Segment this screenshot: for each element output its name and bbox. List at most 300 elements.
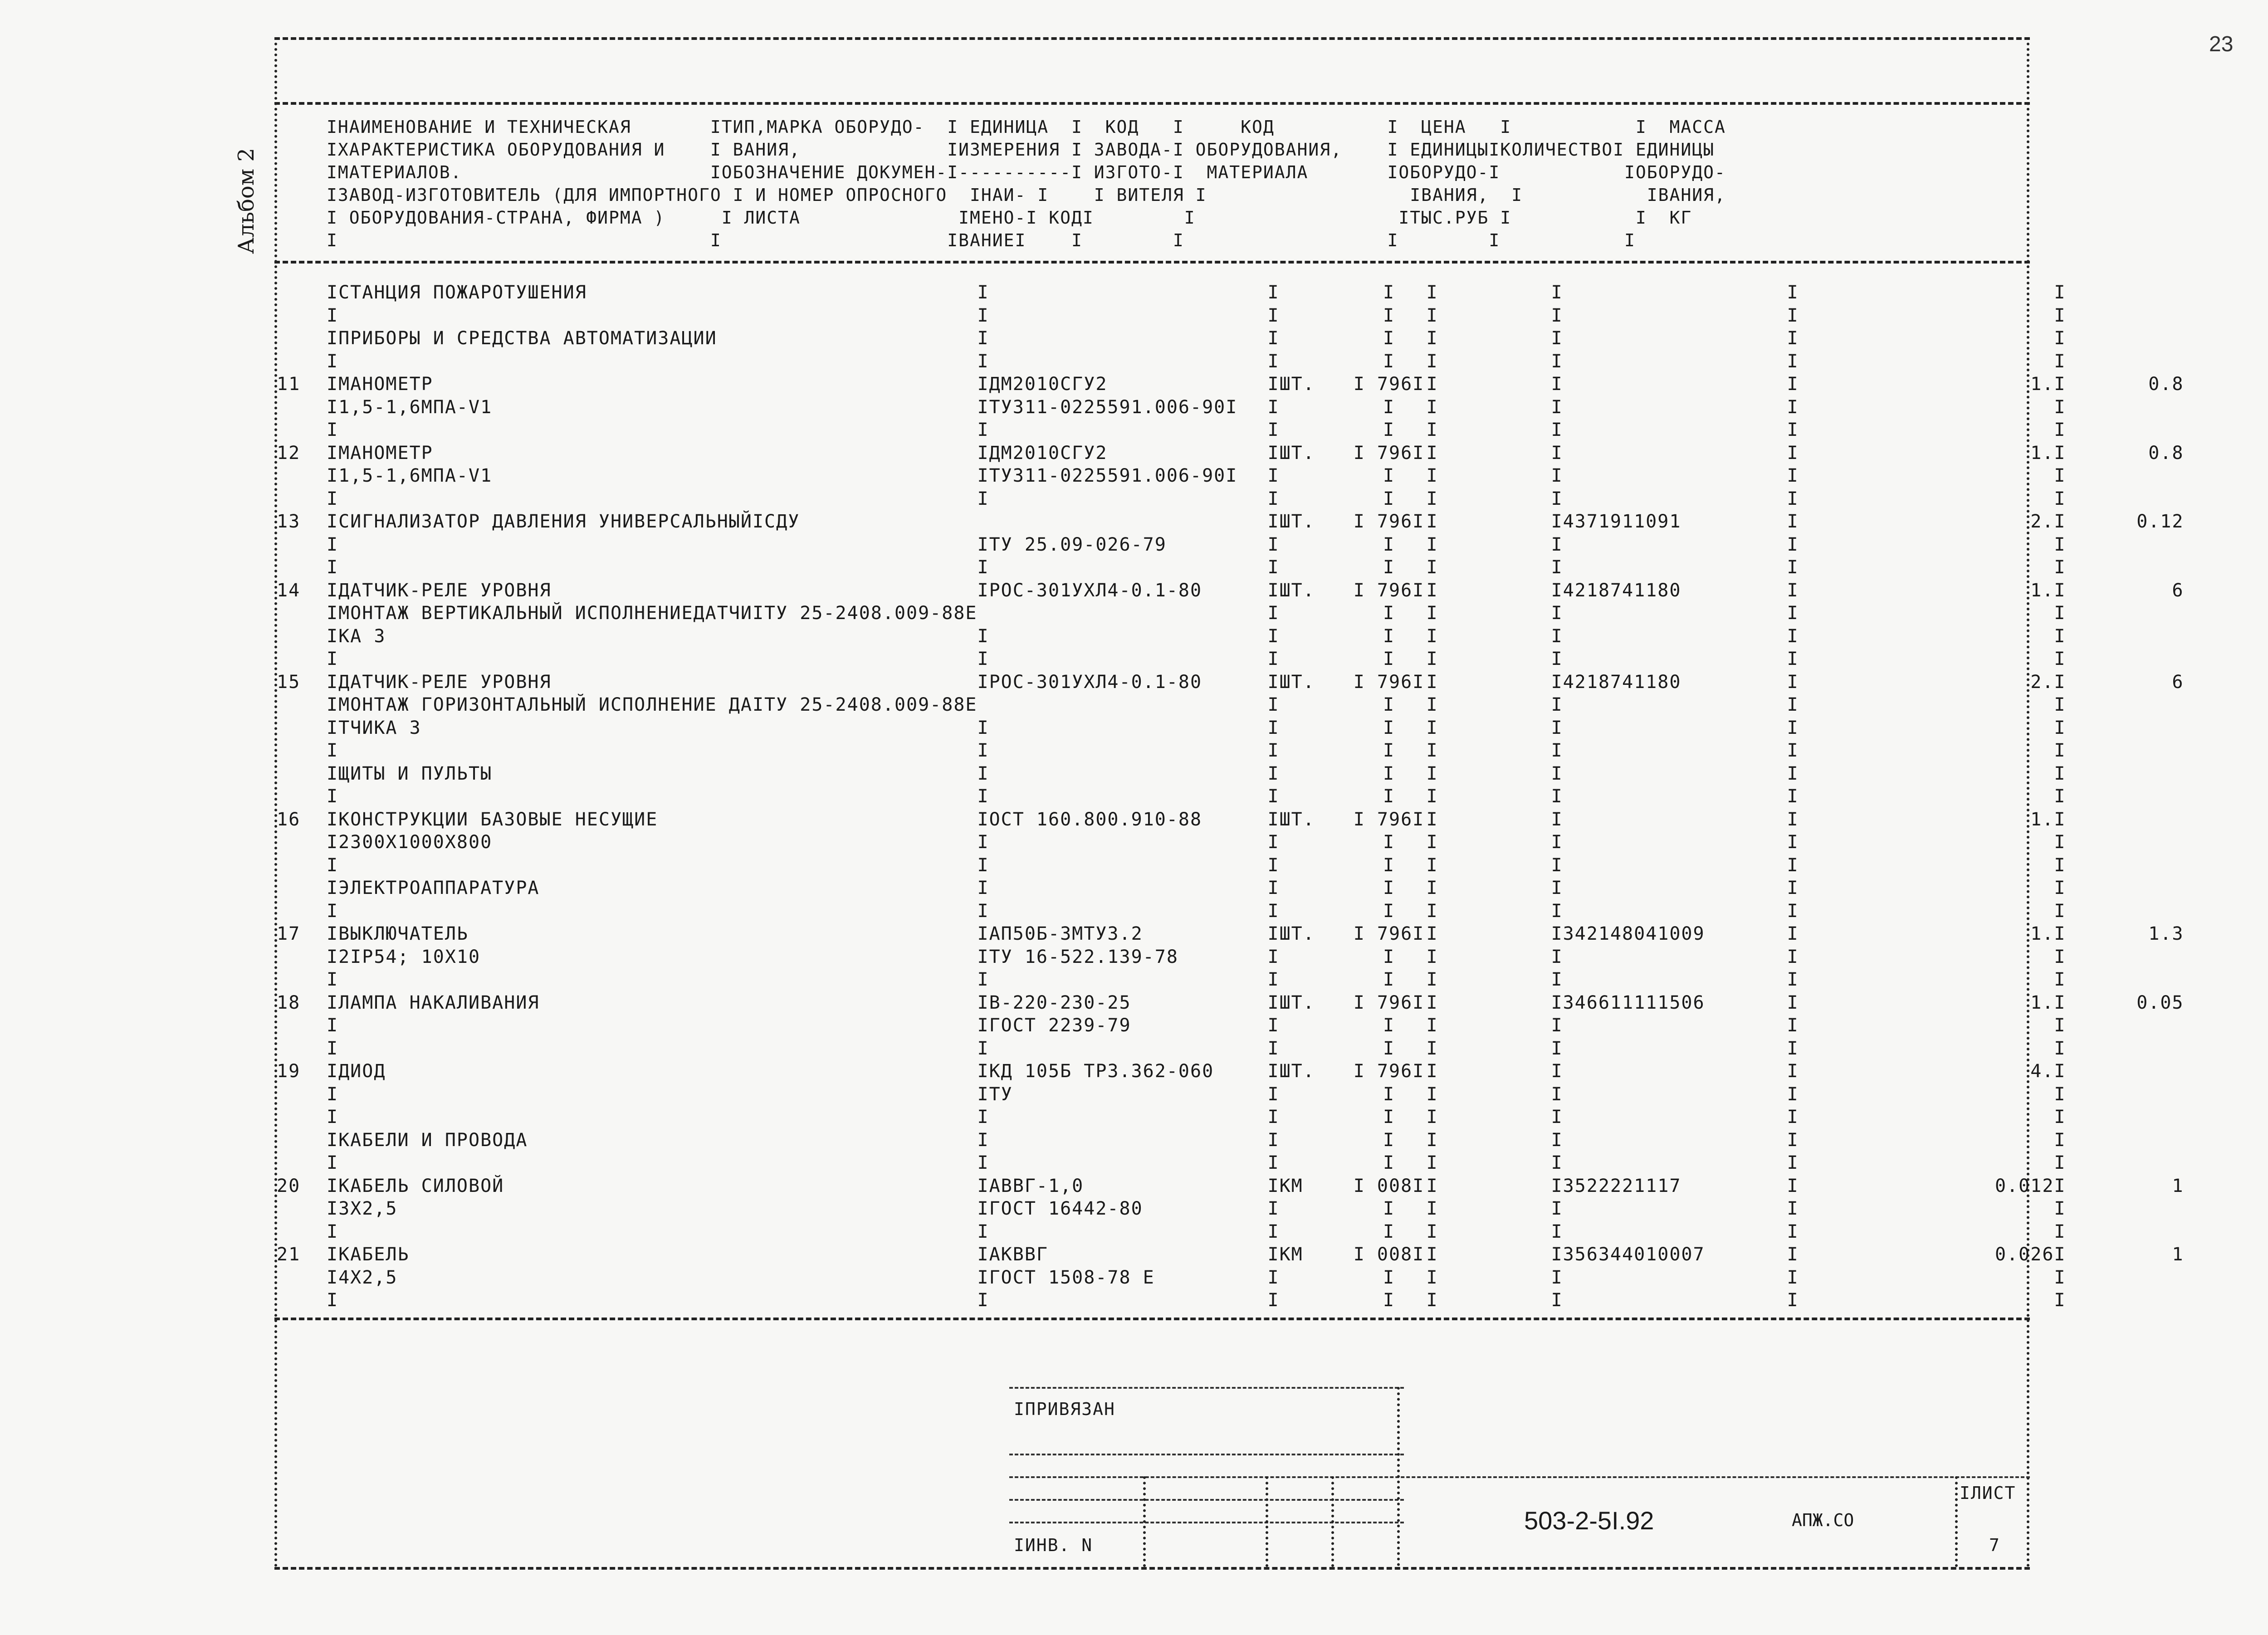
item-number-cell	[277, 693, 327, 717]
item-name-cell: IМАНОМЕТР	[327, 442, 433, 464]
unit-name-cell: I	[1267, 1129, 1280, 1151]
material-code-cell: I	[1551, 1015, 1563, 1036]
item-name-cell: IДИОД	[327, 1061, 386, 1082]
unit-name-cell: I	[1267, 625, 1280, 647]
material-code-cell: I	[1551, 396, 1563, 418]
unit-name-cell: I	[1267, 763, 1280, 784]
item-name-cell: I	[327, 1038, 339, 1059]
unit-code-cell: I 796I	[1353, 511, 1425, 532]
item-type-cell: I	[977, 649, 989, 670]
manufacturer-code-cell: I	[1426, 671, 1438, 693]
item-number-cell: 15	[277, 671, 301, 693]
item-number-cell	[277, 602, 327, 625]
table-row	[277, 877, 2184, 900]
unit-code-cell: I	[1383, 1038, 1395, 1059]
table-row	[277, 762, 2184, 786]
stamp-rule	[1009, 1454, 1404, 1455]
unit-price-cell: I	[1787, 1152, 1799, 1174]
item-name-cell: IКАБЕЛЬ	[327, 1244, 410, 1265]
stamp-rule	[1009, 1499, 1404, 1501]
unit-mass-cell	[2066, 1220, 2184, 1244]
unit-name-cell: I	[1267, 1015, 1280, 1036]
stamp-divider	[1266, 1476, 1268, 1567]
material-code-cell: I	[1551, 1107, 1563, 1128]
manufacturer-code-cell: I	[1426, 1129, 1438, 1151]
quantity-cell: I	[2054, 832, 2066, 853]
unit-code-cell: I 796I	[1353, 671, 1425, 693]
item-name-cell: I4Х2,5	[327, 1267, 398, 1288]
unit-price-cell: I	[1787, 740, 1799, 761]
item-name-cell: IЭЛЕКТРОАППАРАТУРА	[327, 878, 540, 899]
table-row	[277, 946, 2184, 969]
item-number-cell: 20	[277, 1175, 301, 1196]
unit-price-cell: I	[1787, 328, 1799, 349]
item-name-cell: IКА 3	[327, 625, 386, 647]
unit-mass-cell	[2066, 1060, 2184, 1083]
unit-name-cell: I	[1267, 1107, 1280, 1128]
material-code-cell: I	[1551, 282, 1563, 303]
unit-price-cell: I	[1787, 1015, 1799, 1036]
table-row	[277, 419, 2184, 442]
quantity-cell: I	[2054, 351, 2066, 372]
unit-name-cell: IШТ.	[1267, 1061, 1315, 1082]
unit-mass-cell	[2066, 854, 2184, 877]
material-code-cell: I	[1551, 694, 1563, 716]
manufacturer-code-cell: I	[1426, 1175, 1438, 1196]
quantity-cell: 1.I	[2030, 992, 2066, 1013]
material-code-cell: I4218741180	[1551, 580, 1681, 601]
item-type-cell: I	[977, 282, 989, 303]
material-code-cell: I	[1551, 351, 1563, 372]
table-row	[277, 442, 2184, 465]
material-code-cell: I	[1551, 374, 1563, 395]
unit-code-cell: I	[1383, 1152, 1395, 1174]
unit-name-cell: I	[1267, 328, 1280, 349]
item-type-cell: I	[977, 969, 989, 991]
header-line: IХАРАКТЕРИСТИКА ОБОРУДОВАНИЯ И I ВАНИЯ, IИЗМЕРЕНИЯ I ЗАВОДА-I ОБОРУДОВАНИЯ, I ЕДИНИЦЫIКОЛИЧЕСТВОI ЕДИНИЦЫ	[327, 140, 1715, 160]
material-code-cell: I	[1551, 488, 1563, 509]
unit-mass-cell	[2066, 877, 2184, 900]
quantity-cell: I	[2054, 1198, 2066, 1220]
unit-code-cell: I	[1383, 1107, 1395, 1128]
unit-price-cell: I	[1787, 557, 1799, 578]
item-type-cell: IТУ311-0225591.006-90I	[977, 396, 1238, 418]
unit-mass-cell	[2066, 281, 2184, 304]
item-number-cell	[277, 717, 327, 740]
material-code-cell: I	[1551, 1221, 1563, 1242]
item-type-cell: IГОСТ 1508-78 Е	[977, 1267, 1155, 1288]
item-name-cell: IДАТЧИК-РЕЛЕ УРОВНЯ	[327, 671, 552, 693]
material-code-cell: I	[1551, 809, 1563, 830]
table-row	[277, 1037, 2184, 1060]
table-row	[277, 808, 2184, 831]
table-row	[277, 327, 2184, 350]
item-name-cell: I1,5-1,6МПА-V1	[327, 465, 493, 487]
table-row	[277, 1014, 2184, 1037]
material-code-cell: I346611111506	[1551, 992, 1705, 1013]
table-row	[277, 488, 2184, 511]
manufacturer-code-cell: I	[1426, 580, 1438, 601]
item-type-cell: IОСТ 160.800.910-88	[977, 809, 1202, 830]
material-code-cell: I	[1551, 878, 1563, 899]
item-number-cell	[277, 1083, 327, 1106]
material-code-cell: I	[1551, 328, 1563, 349]
unit-name-cell: I	[1267, 282, 1280, 303]
item-number-cell	[277, 648, 327, 671]
item-type-cell: IКД 105Б ТР3.362-060	[977, 1061, 1214, 1082]
manufacturer-code-cell: I	[1426, 351, 1438, 372]
manufacturer-code-cell: I	[1426, 625, 1438, 647]
unit-mass-cell	[2066, 625, 2184, 648]
unit-code-cell: I	[1383, 1290, 1395, 1311]
item-type-cell: IДМ2010СГУ2	[977, 442, 1108, 464]
material-code-cell: I	[1551, 946, 1563, 967]
table-row	[277, 1106, 2184, 1129]
item-number-cell	[277, 900, 327, 923]
material-code-cell: I	[1551, 900, 1563, 922]
unit-mass-cell: 1.3	[2148, 923, 2184, 945]
unit-code-cell: I	[1383, 786, 1395, 807]
unit-mass-cell	[2066, 1083, 2184, 1106]
table-row	[277, 1083, 2184, 1106]
item-type-cell: I	[977, 488, 989, 509]
table-row	[277, 693, 2184, 717]
material-code-cell: I	[1551, 832, 1563, 853]
quantity-cell: I	[2054, 1083, 2066, 1105]
manufacturer-code-cell: I	[1426, 740, 1438, 761]
sheet-number: 7	[1989, 1535, 2000, 1555]
unit-mass-cell	[2066, 556, 2184, 579]
unit-mass-cell	[2066, 533, 2184, 556]
quantity-cell: I	[2054, 854, 2066, 876]
manufacturer-code-cell: I	[1426, 923, 1438, 945]
item-name-cell: I1,5-1,6МПА-V1	[327, 396, 493, 418]
unit-code-cell: I	[1383, 832, 1395, 853]
unit-mass-cell	[2066, 304, 2184, 327]
quantity-cell: I	[2054, 488, 2066, 509]
table-row	[277, 1175, 2184, 1198]
item-number-cell	[277, 488, 327, 511]
header-line: I ОБОРУДОВАНИЯ-СТРАНА, ФИРМА ) I ЛИСТА IМЕНО-I КОДI I IТЫС.РУБ I I КГ	[327, 208, 1692, 228]
unit-price-cell: I	[1787, 1221, 1799, 1242]
unit-price-cell: I	[1787, 351, 1799, 372]
unit-mass-cell	[2066, 785, 2184, 808]
table-row	[277, 1129, 2184, 1152]
manufacturer-code-cell: I	[1426, 305, 1438, 326]
unit-mass-cell	[2066, 900, 2184, 923]
unit-name-cell: I	[1267, 946, 1280, 967]
unit-price-cell: I	[1787, 1083, 1799, 1105]
item-number-cell	[277, 1037, 327, 1060]
item-name-cell: I	[327, 1107, 339, 1128]
item-number-cell: 18	[277, 992, 301, 1013]
manufacturer-code-cell: I	[1426, 465, 1438, 487]
manufacturer-code-cell: I	[1426, 1107, 1438, 1128]
table-row	[277, 1220, 2184, 1244]
unit-code-cell: I	[1383, 488, 1395, 509]
unit-name-cell: IШТ.	[1267, 511, 1315, 532]
unit-price-cell: I	[1787, 832, 1799, 853]
unit-code-cell: I	[1383, 878, 1395, 899]
material-code-cell: I	[1551, 969, 1563, 991]
item-number-cell: 11	[277, 374, 301, 395]
item-type-cell: IТУ	[977, 1083, 1013, 1105]
item-name-cell: IВЫКЛЮЧАТЕЛЬ	[327, 923, 469, 945]
item-type-cell: I	[977, 1129, 989, 1151]
unit-code-cell: I	[1383, 305, 1395, 326]
unit-name-cell: IШТ.	[1267, 809, 1315, 830]
item-number-cell	[277, 327, 327, 350]
table-row	[277, 1266, 2184, 1289]
quantity-cell: 1.I	[2030, 442, 2066, 464]
item-name-cell: I2IP54; 10Х10	[327, 946, 481, 967]
item-name-cell: I	[327, 649, 339, 670]
item-type-cell: IТУ 25.09-026-79	[977, 534, 1167, 555]
table-bottom-rule	[274, 1318, 2030, 1320]
unit-mass-cell	[2066, 1106, 2184, 1129]
unit-name-cell: I	[1267, 305, 1280, 326]
item-name-cell: I	[327, 1015, 339, 1036]
unit-mass-cell: 1	[2172, 1244, 2184, 1265]
table-row	[277, 510, 2184, 533]
material-code-cell: I	[1551, 763, 1563, 784]
unit-name-cell: I	[1267, 878, 1280, 899]
item-name-cell: I	[327, 786, 339, 807]
item-name-cell: I3Х2,5	[327, 1198, 398, 1220]
material-code-cell: I	[1551, 1290, 1563, 1311]
unit-code-cell: I	[1383, 763, 1395, 784]
unit-code-cell: I 796I	[1353, 923, 1425, 945]
unit-name-cell: I	[1267, 420, 1280, 441]
material-code-cell: I	[1551, 1198, 1563, 1220]
stamp-rule	[1009, 1522, 1404, 1523]
quantity-cell: 2.I	[2030, 671, 2066, 693]
quantity-cell: I	[2054, 1015, 2066, 1036]
unit-price-cell: I	[1787, 649, 1799, 670]
unit-price-cell: I	[1787, 1129, 1799, 1151]
unit-name-cell: I	[1267, 1198, 1280, 1220]
manufacturer-code-cell: I	[1426, 511, 1438, 532]
material-code-cell: I4371911091	[1551, 511, 1681, 532]
header-top-rule	[274, 102, 2030, 105]
unit-code-cell: I	[1383, 420, 1395, 441]
item-number-cell	[277, 762, 327, 786]
manufacturer-code-cell: I	[1426, 1083, 1438, 1105]
unit-name-cell: I	[1267, 740, 1280, 761]
unit-mass-cell	[2066, 968, 2184, 991]
table-row	[277, 281, 2184, 304]
quantity-cell: I	[2054, 1129, 2066, 1151]
quantity-cell: I	[2054, 305, 2066, 326]
item-type-cell: IТУ311-0225591.006-90I	[977, 465, 1238, 487]
table-row	[277, 1289, 2184, 1312]
manufacturer-code-cell: I	[1426, 786, 1438, 807]
table-row	[277, 602, 2184, 625]
bottom-border	[274, 1567, 2030, 1570]
item-number-cell	[277, 854, 327, 877]
unit-price-cell: I	[1787, 878, 1799, 899]
material-code-cell: I	[1551, 649, 1563, 670]
manufacturer-code-cell: I	[1426, 854, 1438, 876]
manufacturer-code-cell: I	[1426, 603, 1438, 624]
item-type-cell: I	[977, 854, 989, 876]
quantity-cell: I	[2054, 878, 2066, 899]
material-code-cell: I	[1551, 717, 1563, 738]
item-number-cell	[277, 946, 327, 969]
unit-mass-cell	[2066, 717, 2184, 740]
unit-mass-cell	[2066, 464, 2184, 488]
unit-price-cell: I	[1787, 763, 1799, 784]
item-name-cell: IКАБЕЛЬ СИЛОВОЙ	[327, 1175, 504, 1196]
item-name-cell: IМОНТАЖ ГОРИЗОНТАЛЬНЫЙ ИСПОЛНЕНИЕ ДАIТУ 25-2408.009-88Е	[327, 694, 978, 716]
item-type-cell: IДМ2010СГУ2	[977, 374, 1108, 395]
item-name-cell: I	[327, 854, 339, 876]
item-number-cell	[277, 304, 327, 327]
item-type-cell: I	[977, 1038, 989, 1059]
stamp-divider	[1143, 1476, 1146, 1567]
unit-name-cell: I	[1267, 1221, 1280, 1242]
quantity-cell: I	[2054, 763, 2066, 784]
manufacturer-code-cell: I	[1426, 1221, 1438, 1242]
quantity-cell: I	[2054, 534, 2066, 555]
unit-code-cell: I 796I	[1353, 374, 1425, 395]
quantity-cell: I	[2054, 557, 2066, 578]
item-type-cell: I	[977, 305, 989, 326]
manufacturer-code-cell: I	[1426, 420, 1438, 441]
unit-mass-cell	[2066, 488, 2184, 511]
table-row	[277, 968, 2184, 991]
item-type-cell: I	[977, 900, 989, 922]
item-name-cell: I	[327, 1083, 339, 1105]
unit-price-cell: I	[1787, 511, 1799, 532]
material-code-cell: I	[1551, 420, 1563, 441]
header-line: IМАТЕРИАЛОВ. IОБОЗНАЧЕНИЕ ДОКУМЕН-I----------I ИЗГОТО-I МАТЕРИАЛА IОБОРУДО-I IОБОРУДО-	[327, 162, 1726, 182]
material-code-cell: I	[1551, 1129, 1563, 1151]
unit-code-cell: I	[1383, 625, 1395, 647]
unit-mass-cell: 6	[2172, 580, 2184, 601]
manufacturer-code-cell: I	[1426, 1244, 1438, 1265]
quantity-cell: 1.I	[2030, 580, 2066, 601]
unit-price-cell: I	[1787, 465, 1799, 487]
item-number-cell: 17	[277, 923, 301, 945]
item-type-cell: I	[977, 878, 989, 899]
stamp-divider	[1397, 1387, 1400, 1566]
unit-price-cell: I	[1787, 625, 1799, 647]
item-type-cell: IТУ 16-522.139-78	[977, 946, 1178, 967]
unit-price-cell: I	[1787, 396, 1799, 418]
item-name-cell: IПРИБОРЫ И СРЕДСТВА АВТОМАТИЗАЦИИ	[327, 328, 717, 349]
unit-name-cell: I	[1267, 1290, 1280, 1311]
manufacturer-code-cell: I	[1426, 374, 1438, 395]
item-name-cell: IСИГНАЛИЗАТОР ДАВЛЕНИЯ УНИВЕРСАЛЬНЫЙIСДУ	[327, 511, 800, 532]
unit-code-cell: I	[1383, 1083, 1395, 1105]
table-row	[277, 991, 2184, 1015]
unit-price-cell: I	[1787, 786, 1799, 807]
unit-price-cell: I	[1787, 580, 1799, 601]
unit-price-cell: I	[1787, 1061, 1799, 1082]
specification-table	[277, 281, 2184, 1312]
item-type-cell: I	[977, 420, 989, 441]
header-line: IЗАВОД-ИЗГОТОВИТЕЛЬ (ДЛЯ ИМПОРТНОГО I И НОМЕР ОПРОСНОГО IНАИ- I I ВИТЕЛЯ I IВАНИЯ, I IВАНИЯ,	[327, 185, 1726, 205]
stamp-inv-number: IИНВ. N	[1014, 1535, 1093, 1555]
manufacturer-code-cell: I	[1426, 1038, 1438, 1059]
material-code-cell: I	[1551, 305, 1563, 326]
item-number-cell	[277, 1129, 327, 1152]
item-number-cell	[277, 968, 327, 991]
item-type-cell	[978, 602, 1268, 625]
unit-code-cell: I	[1383, 649, 1395, 670]
manufacturer-code-cell: I	[1426, 1267, 1438, 1288]
manufacturer-code-cell: I	[1426, 328, 1438, 349]
unit-code-cell: I	[1383, 465, 1395, 487]
unit-mass-cell	[2066, 808, 2184, 831]
quantity-cell: I	[2054, 1107, 2066, 1128]
manufacturer-code-cell: I	[1426, 717, 1438, 738]
unit-name-cell: I	[1267, 557, 1280, 578]
manufacturer-code-cell: I	[1426, 396, 1438, 418]
quantity-cell: 2.I	[2030, 511, 2066, 532]
item-number-cell	[277, 556, 327, 579]
item-number-cell: 14	[277, 580, 301, 601]
unit-code-cell: I	[1383, 946, 1395, 967]
unit-mass-cell: 1	[2172, 1175, 2184, 1196]
stamp-rule	[1009, 1387, 1404, 1389]
unit-name-cell: I	[1267, 351, 1280, 372]
unit-price-cell: I	[1787, 900, 1799, 922]
quantity-cell: 0.012I	[1995, 1175, 2066, 1196]
manufacturer-code-cell: I	[1426, 969, 1438, 991]
unit-mass-cell: 0.8	[2148, 374, 2184, 395]
page-number: 23	[2209, 32, 2234, 56]
item-name-cell: IКАБЕЛИ И ПРОВОДА	[327, 1129, 528, 1151]
quantity-cell: I	[2054, 396, 2066, 418]
unit-price-cell: I	[1787, 534, 1799, 555]
material-code-cell: I	[1551, 625, 1563, 647]
unit-name-cell: IКМ	[1267, 1175, 1303, 1196]
table-row	[277, 1152, 2184, 1175]
unit-name-cell: I	[1267, 854, 1280, 876]
unit-price-cell: I	[1787, 305, 1799, 326]
quantity-cell: I	[2054, 465, 2066, 487]
unit-code-cell: I	[1383, 1267, 1395, 1288]
item-number-cell	[277, 1152, 327, 1175]
unit-name-cell: I	[1267, 1152, 1280, 1174]
item-number-cell: 19	[277, 1061, 301, 1082]
material-code-cell: I	[1551, 1267, 1563, 1288]
table-row	[277, 739, 2184, 762]
material-code-cell: I	[1551, 603, 1563, 624]
unit-code-cell: I 796I	[1353, 992, 1425, 1013]
item-name-cell: IТЧИКА 3	[327, 717, 421, 738]
unit-name-cell: I	[1267, 603, 1280, 624]
unit-price-cell: I	[1787, 809, 1799, 830]
item-name-cell: IСТАНЦИЯ ПОЖАРОТУШЕНИЯ	[327, 282, 587, 303]
unit-mass-cell	[2066, 602, 2184, 625]
table-row	[277, 304, 2184, 327]
unit-mass-cell	[2066, 1197, 2184, 1220]
manufacturer-code-cell: I	[1426, 282, 1438, 303]
item-number-cell	[277, 1106, 327, 1129]
unit-price-cell: I	[1787, 420, 1799, 441]
item-type-cell: I	[977, 1290, 989, 1311]
specification-table-body	[277, 281, 2184, 1312]
unit-name-cell: I	[1267, 900, 1280, 922]
unit-name-cell: I	[1267, 694, 1280, 716]
manufacturer-code-cell: I	[1426, 1290, 1438, 1311]
document-code: 503-2-5I.92	[1524, 1506, 1654, 1535]
item-name-cell: IДАТЧИК-РЕЛЕ УРОВНЯ	[327, 580, 552, 601]
item-number-cell	[277, 533, 327, 556]
